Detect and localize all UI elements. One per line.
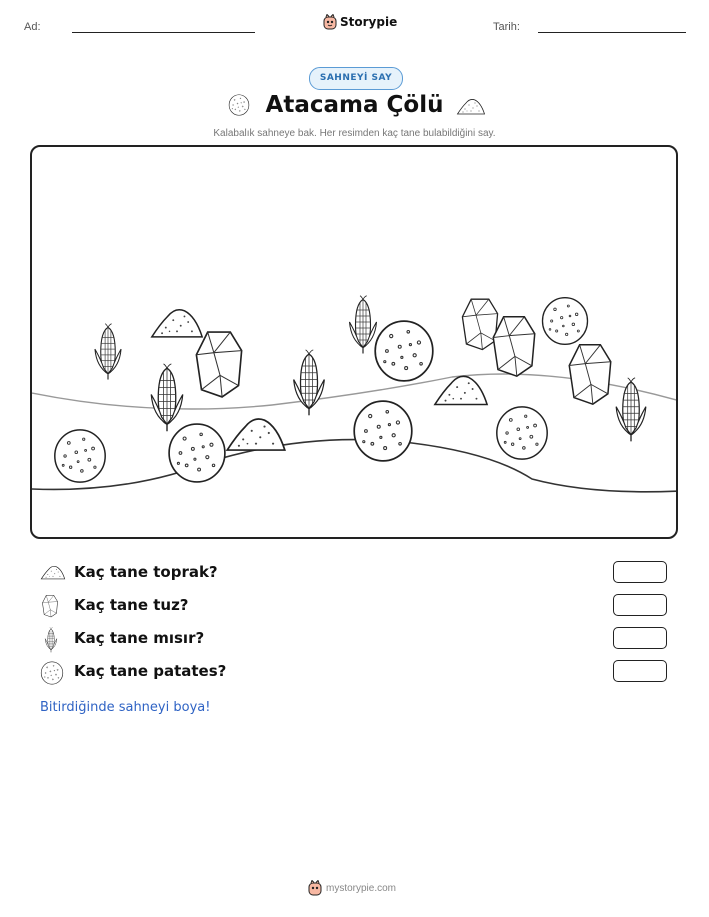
corn-item: [95, 324, 121, 380]
salt-icon: [40, 594, 60, 618]
potato-item: [169, 424, 225, 482]
answer-box-corn[interactable]: [613, 627, 667, 649]
soil-item: [435, 376, 487, 404]
footer-url[interactable]: mystorypie.com: [326, 882, 397, 894]
instructions: Kalabalık sahneye bak. Her resimden kaç tane bulabildiğini say.: [213, 128, 496, 139]
question-text: Kaç tane toprak?: [74, 563, 218, 581]
question-row: [40, 627, 670, 653]
corn-item: [616, 378, 646, 442]
date-label: Tarih:: [493, 21, 520, 33]
corn-item: [151, 364, 183, 431]
page-title: Atacama Çölü: [265, 92, 444, 118]
brand-name: Storypie: [340, 15, 398, 29]
storypie-mascot-icon: [323, 14, 337, 30]
question-row: [40, 594, 670, 620]
title-soil-icon: [456, 96, 486, 116]
front-dune-line: [32, 440, 678, 492]
footer: [308, 880, 396, 896]
question-text: Kaç tane mısır?: [74, 629, 205, 647]
corn-item: [294, 350, 325, 415]
corn-icon: [43, 627, 59, 653]
activity-badge: SAHNEYİ SAY: [309, 67, 403, 90]
question-row: [40, 660, 670, 686]
scene-drawing: [32, 147, 678, 539]
question-row: [40, 561, 670, 587]
date-line[interactable]: [538, 32, 686, 33]
storypie-mascot-icon: [308, 880, 322, 896]
potato-icon: [40, 661, 64, 685]
salt-item: [462, 299, 497, 349]
soil-item: [227, 419, 285, 450]
name-line[interactable]: [72, 32, 255, 33]
question-text: Kaç tane patates?: [74, 662, 227, 680]
potato-item: [55, 430, 105, 482]
salt-item: [196, 332, 241, 397]
answer-box-soil[interactable]: [613, 561, 667, 583]
salt-item: [569, 345, 610, 404]
salt-item: [493, 317, 534, 376]
name-label: Ad:: [24, 21, 41, 33]
potato-item: [375, 321, 433, 381]
counting-scene[interactable]: [30, 145, 678, 539]
potato-item: [354, 401, 412, 461]
soil-item: [152, 310, 202, 337]
answer-box-salt[interactable]: [613, 594, 667, 616]
corn-item: [350, 296, 377, 354]
question-text: Kaç tane tuz?: [74, 596, 189, 614]
brand-logo: [323, 14, 397, 30]
soil-icon: [40, 563, 66, 581]
answer-box-potato[interactable]: [613, 660, 667, 682]
potato-item: [543, 298, 588, 345]
finish-instruction: Bitirdiğinde sahneyi boya!: [40, 700, 211, 715]
potato-item: [497, 407, 547, 459]
